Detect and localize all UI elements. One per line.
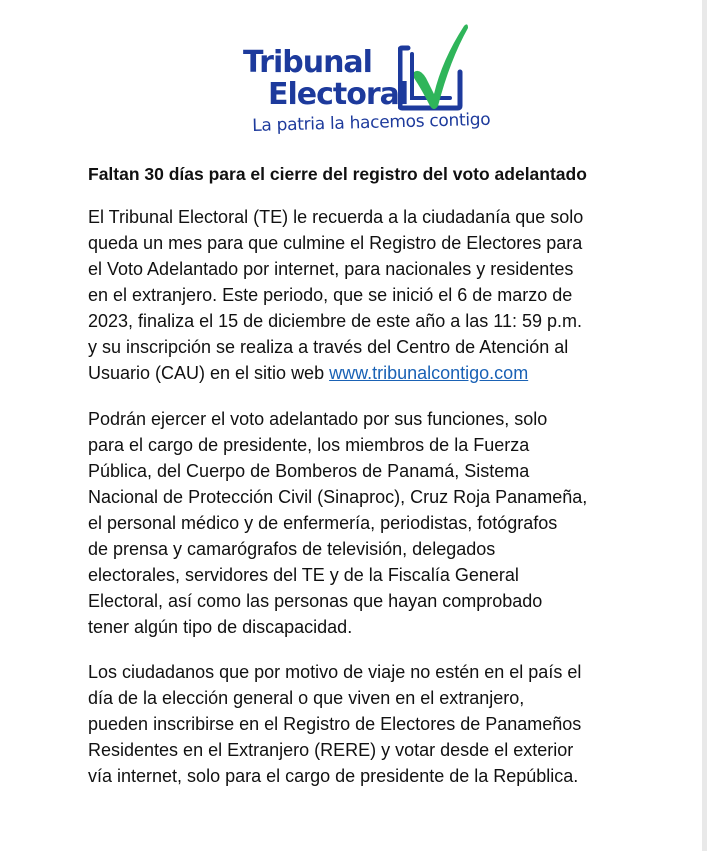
paragraph-1 bbox=[88, 204, 640, 386]
tribunal-electoral-logo bbox=[0, 0, 707, 150]
paragraph-2-line: electorales, servidores del TE y de la Fiscalía General bbox=[88, 565, 519, 585]
paragraph-1-line: queda un mes para que culmine el Registro de Electores para bbox=[88, 233, 583, 253]
paragraph-2-line: para el cargo de presidente, los miembros de la Fuerza bbox=[88, 435, 530, 455]
paragraph-2-line: el personal médico y de enfermería, periodistas, fotógrafos bbox=[88, 513, 558, 533]
paragraph-2-line: Electoral, así como las personas que hayan comprobado bbox=[88, 591, 543, 611]
paragraph-1-line: en el extranjero. Este periodo, que se inició el 6 de marzo de bbox=[88, 285, 573, 305]
paragraph-3-line: día de la elección general o que viven en el extranjero, bbox=[88, 688, 525, 708]
paragraph-3-line: Los ciudadanos que por motivo de viaje no estén en el país el bbox=[88, 662, 582, 682]
paragraph-2-line: de prensa y camarógrafos de televisión, delegados bbox=[88, 539, 496, 559]
paragraph-1-line-last bbox=[88, 360, 640, 386]
logo-word-electoral: Electoral bbox=[268, 77, 409, 112]
paragraph-2-line: tener algún tipo de discapacidad. bbox=[88, 617, 353, 637]
paragraph-3 bbox=[88, 659, 640, 789]
logo-tagline: La patria la hacemos contigo bbox=[252, 109, 491, 136]
paragraph-3-line: pueden inscribirse en el Registro de Electores de Panameños bbox=[88, 714, 582, 734]
headline: Faltan 30 días para el cierre del registro del voto adelantado bbox=[88, 164, 587, 184]
paragraph-1-line: El Tribunal Electoral (TE) le recuerda a la ciudadanía que solo bbox=[88, 207, 584, 227]
website-link[interactable]: www.tribunalcontigo.com bbox=[329, 363, 529, 383]
paragraph-2-line: Nacional de Protección Civil (Sinaproc), Cruz Roja Panameña, bbox=[88, 487, 588, 507]
paragraph-1-last-line-text: Usuario (CAU) en el sitio web bbox=[88, 363, 330, 383]
paragraph-1-line: y su inscripción se realiza a través del Centro de Atención al bbox=[88, 337, 569, 357]
checkmark-icon bbox=[398, 20, 470, 112]
paragraph-3-line: vía internet, solo para el cargo de presidente de la República. bbox=[88, 766, 579, 786]
paragraph-1-line: 2023, finaliza el 15 de diciembre de este año a las 11: 59 p.m. bbox=[88, 311, 582, 331]
paragraph-2-line: Podrán ejercer el voto adelantado por sus funciones, solo bbox=[88, 409, 548, 429]
logo-word-tribunal: Tribunal bbox=[243, 45, 372, 80]
paragraph-1-line: el Voto Adelantado por internet, para nacionales y residentes bbox=[88, 259, 574, 279]
paragraph-2-line: Pública, del Cuerpo de Bomberos de Panamá, Sistema bbox=[88, 461, 530, 481]
paragraph-3-line: Residentes en el Extranjero (RERE) y votar desde el exterior bbox=[88, 740, 574, 760]
paragraph-2 bbox=[88, 406, 640, 640]
